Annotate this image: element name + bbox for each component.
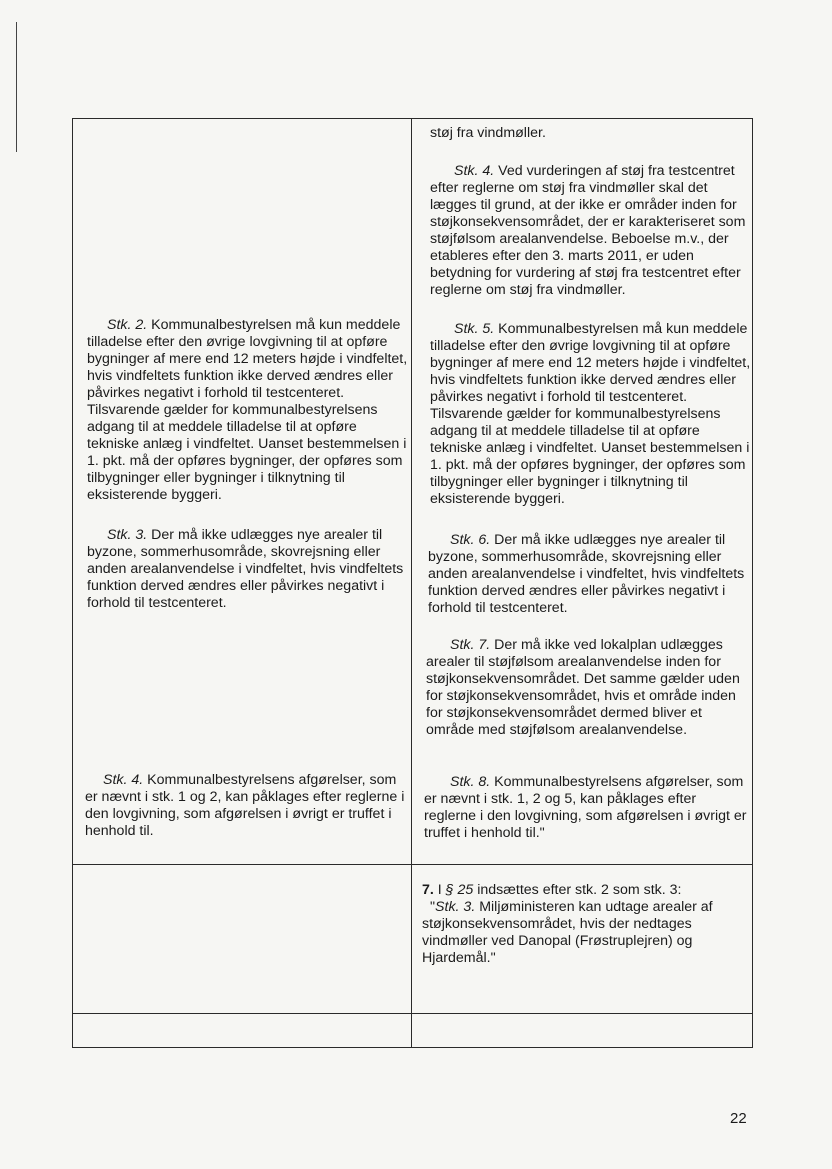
left-stk3-paragraph — [87, 527, 409, 612]
item-7-heading — [422, 882, 752, 899]
section-reference: § 25 — [445, 882, 474, 898]
stk-label: Stk. 8. — [450, 774, 491, 790]
right-stk4-paragraph — [430, 163, 756, 299]
stk-label: Stk. 7. — [450, 637, 491, 653]
paragraph-text: Kommunalbestyrelsens afgørelser, som er nævnt i stk. 1 og 2, kan påklages efter reglerne i den lovgivning, som afgørelsen i øvrigt er truffet i henhold til. — [85, 772, 405, 839]
item-text: I — [433, 882, 446, 898]
right-stk8-paragraph — [424, 774, 750, 842]
empty-cell — [73, 865, 412, 1014]
table-row — [73, 865, 753, 1014]
current-law-cell — [73, 119, 412, 865]
right-stk7-paragraph — [426, 637, 752, 739]
stk-label: Stk. 3. — [435, 899, 476, 915]
stk-label: Stk. 2. — [107, 317, 148, 333]
scan-margin-mark — [16, 22, 17, 152]
paragraph-text: Der må ikke ved lokalplan udlægges arealer til støjfølsom arealanvendelse inden for støjkonsekvensområdet. Det samme gælder uden for støjkonsekvensområdet, hvis et område inden for støjkonsekvensområdet dermed bliver et område med støjfølsom arealanvendelse. — [426, 637, 740, 738]
stk-label: Stk. 5. — [454, 321, 495, 337]
item-text: indsættes efter stk. 2 som stk. 3: — [473, 882, 682, 898]
left-stk4-paragraph — [85, 772, 407, 840]
proposed-law-cell — [412, 119, 753, 865]
paragraph-text: Kommunalbestyrelsen må kun meddele tilladelse efter den øvrige lovgivning til at opføre bygninger af mere end 12 meters højde i vindfeltet, hvis vindfeltets funktion ikke derved ændres eller påvirkes negativt i forhold til testcenteret. Tilsvarende gælder for kommunalbestyrelsens adgang til at meddele tilladelse til at opføre tekniske anlæg i vindfeltet. Uanset bestemmelsen i 1. pkt. må der opføres bygninger, der opføres som tilbygninger eller bygninger i tilknytning til eksisterende byggeri. — [430, 321, 751, 507]
paragraph-text: Der må ikke udlægges nye arealer til byzone, sommerhusområde, skovrejsning eller anden arealanvendelse i vindfeltet, hvis vindfeltets funktion derved ændres eller påvirkes negativt i forhold til testcenteret. — [428, 532, 745, 616]
item-number: 7. — [422, 882, 434, 898]
paragraph-text: Ved vurderingen af støj fra testcentret efter reglerne om støj fra vindmøller skal det lægges til grund, at der ikke er områder inden for støjkonsekvensområdet, der er karakteriseret som støjfølsom arealanvendelse. Beboelse m.v., der etableres efter den 3. marts 2011, er uden betydning for vurdering af støj fra testcentret efter reglerne om støj fra vindmøller. — [430, 163, 746, 298]
stk-label: Stk. 4. — [103, 772, 144, 788]
right-stk5-paragraph — [430, 321, 752, 508]
paragraph-text: Kommunalbestyrelsens afgørelser, som er nævnt i stk. 1, 2 og 5, kan påklages efter reglerne i den lovgivning, som afgørelsen i øvrigt er truffet i henhold til." — [424, 774, 747, 841]
paragraph-text: Der må ikke udlægges nye arealer til byzone, sommerhusområde, skovrejsning eller anden arealanvendelse i vindfeltet, hvis vindfeltets funktion derved ændres eller påvirkes negativt i forhold til testcenteret. — [87, 527, 404, 611]
stk-label: Stk. 4. — [454, 163, 495, 179]
paragraph-text: Kommunalbestyrelsen må kun meddele tilladelse efter den øvrige lovgivning til at opføre bygninger af mere end 12 meters højde i vindfeltet, hvis vindfeltets funktion ikke derved ændres eller påvirkes negativt i forhold til testcenteret. Tilsvarende gælder for kommunalbestyrelsens adgang til at meddele tilladelse til at opføre tekniske anlæg i vindfeltet. Uanset bestemmelsen i 1. pkt. må der opføres bygninger, der opføres som tilbygninger eller bygninger i tilknytning til eksisterende byggeri. — [87, 317, 408, 503]
table-row — [73, 119, 753, 865]
stk-label: Stk. 3. — [107, 527, 148, 543]
stk-label: Stk. 6. — [450, 532, 491, 548]
paragraph-text: Miljøministeren kan udtage arealer af støjkonsekvensområdet, hvis der nedtages vindmøller ved Danopal (Frøstruplejren) og Hjardemål." — [422, 899, 713, 966]
amendment-cell — [412, 865, 753, 1014]
left-stk2-paragraph — [87, 317, 409, 504]
empty-cell — [412, 1014, 753, 1048]
empty-cell — [73, 1014, 412, 1048]
quote-mark: " — [430, 899, 436, 915]
comparison-table — [72, 118, 753, 1048]
item-7-quote — [422, 899, 752, 967]
page-number: 22 — [730, 1110, 747, 1127]
right-continuation-text: støj fra vindmøller. — [430, 125, 546, 141]
table-row — [73, 1014, 753, 1048]
right-stk6-paragraph — [428, 532, 754, 617]
